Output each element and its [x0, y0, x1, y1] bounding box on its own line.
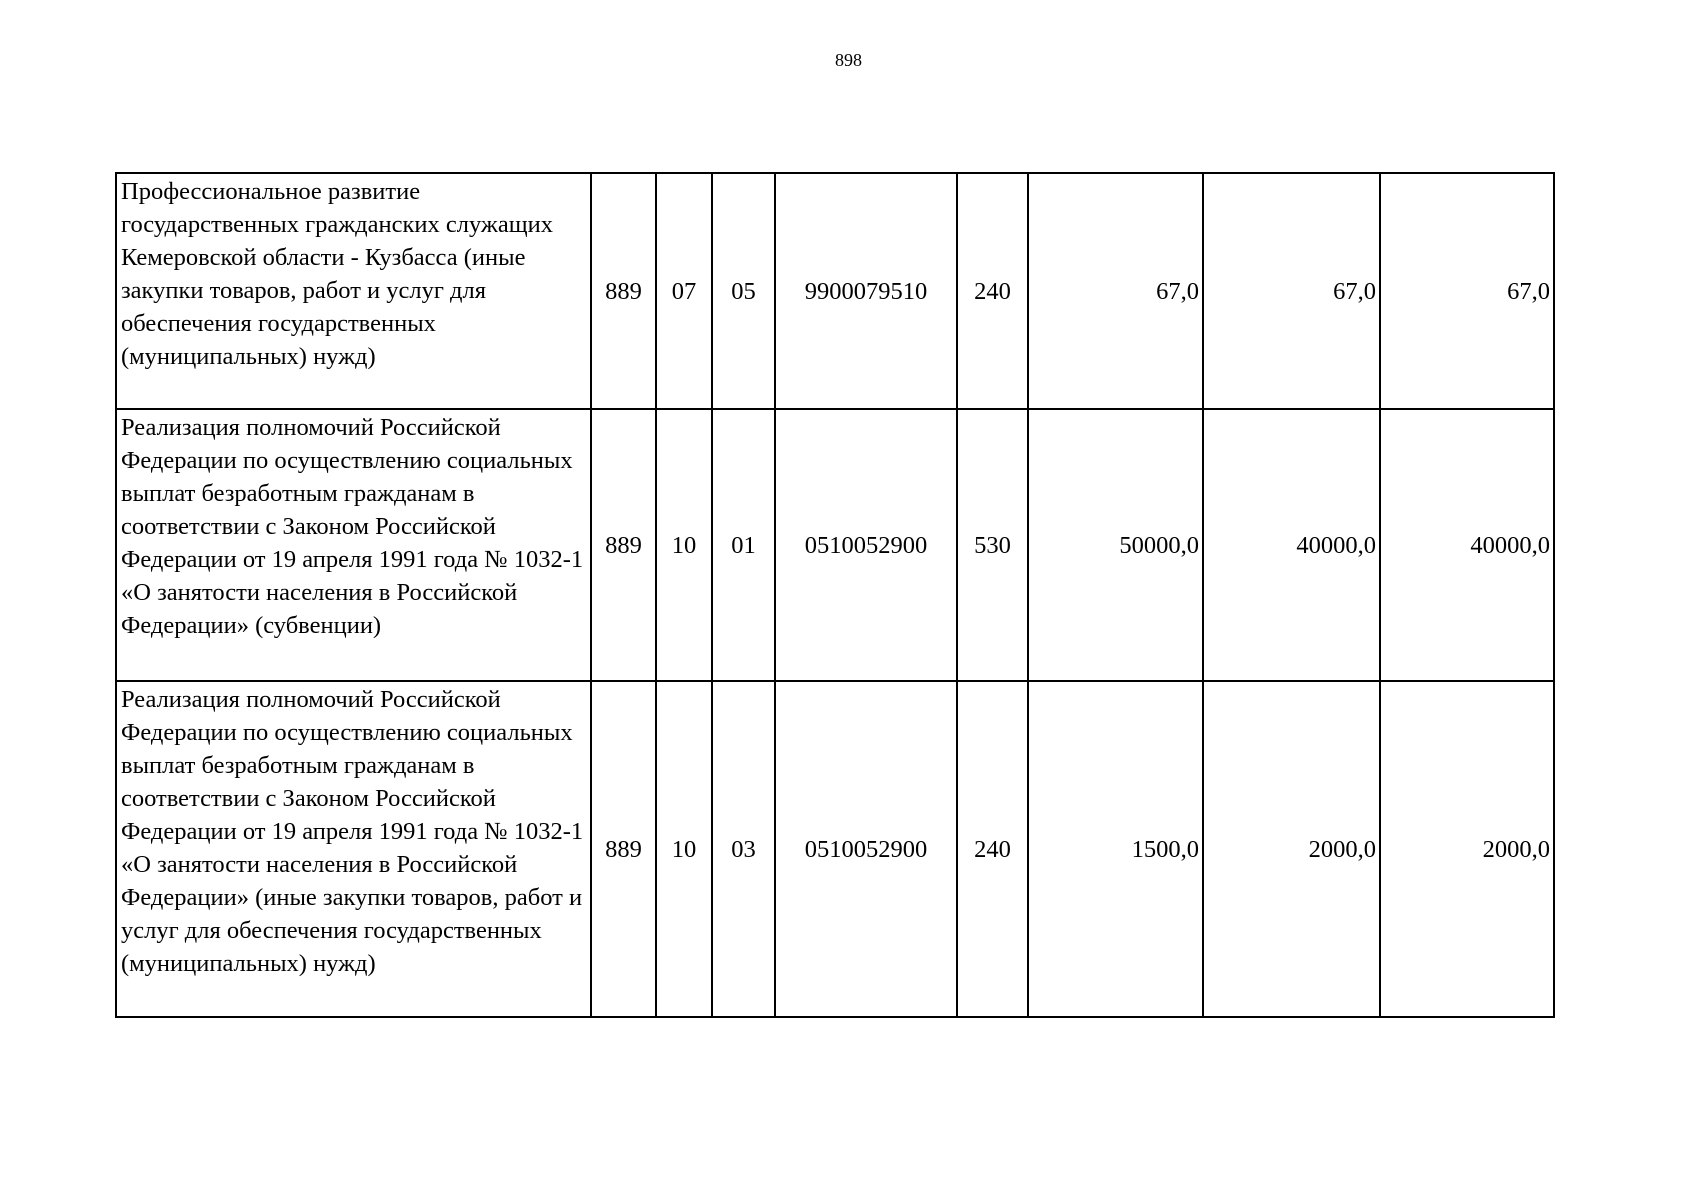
- sum-year-2: 67,0: [1203, 173, 1380, 409]
- table-row: [116, 409, 1554, 681]
- section-code: 10: [656, 409, 712, 681]
- target-article-code: 0510052900: [775, 409, 957, 681]
- subsection-code: 01: [712, 409, 775, 681]
- page-number: 898: [835, 50, 862, 70]
- sum-year-2: 2000,0: [1203, 681, 1380, 1017]
- row-description: Реализация полномочий Российской Федерации по осуществлению социальных выплат безработным гражданам в соответствии с Законом Российской Федерации от 19 апреля 1991 года № 1032-1 «О занятости населения в Российской Федерации» (субвенции): [116, 409, 591, 681]
- target-article-code: 0510052900: [775, 681, 957, 1017]
- expense-type-code: 530: [957, 409, 1028, 681]
- sum-year-1: 50000,0: [1028, 409, 1203, 681]
- row-description: Реализация полномочий Российской Федерации по осуществлению социальных выплат безработным гражданам в соответствии с Законом Российской Федерации от 19 апреля 1991 года № 1032-1 «О занятости населения в Российской Федерации» (иные закупки товаров, работ и услуг для обеспечения государственных (муниципальных) нужд): [116, 681, 591, 1017]
- row-description: Профессиональное развитие государственных гражданских служащих Кемеровской области - Кузбасса (иные закупки товаров, работ и услуг для обеспечения государственных (муниципальных) нужд): [116, 173, 591, 409]
- ministry-code: 889: [591, 173, 656, 409]
- sum-year-1: 1500,0: [1028, 681, 1203, 1017]
- budget-table: [115, 172, 1555, 1018]
- sum-year-1: 67,0: [1028, 173, 1203, 409]
- expense-type-code: 240: [957, 681, 1028, 1017]
- sum-year-3: 2000,0: [1380, 681, 1554, 1017]
- sum-year-2: 40000,0: [1203, 409, 1380, 681]
- table-row: [116, 173, 1554, 409]
- ministry-code: 889: [591, 681, 656, 1017]
- expense-type-code: 240: [957, 173, 1028, 409]
- subsection-code: 05: [712, 173, 775, 409]
- section-code: 10: [656, 681, 712, 1017]
- sum-year-3: 67,0: [1380, 173, 1554, 409]
- section-code: 07: [656, 173, 712, 409]
- ministry-code: 889: [591, 409, 656, 681]
- table-row: [116, 681, 1554, 1017]
- subsection-code: 03: [712, 681, 775, 1017]
- sum-year-3: 40000,0: [1380, 409, 1554, 681]
- target-article-code: 9900079510: [775, 173, 957, 409]
